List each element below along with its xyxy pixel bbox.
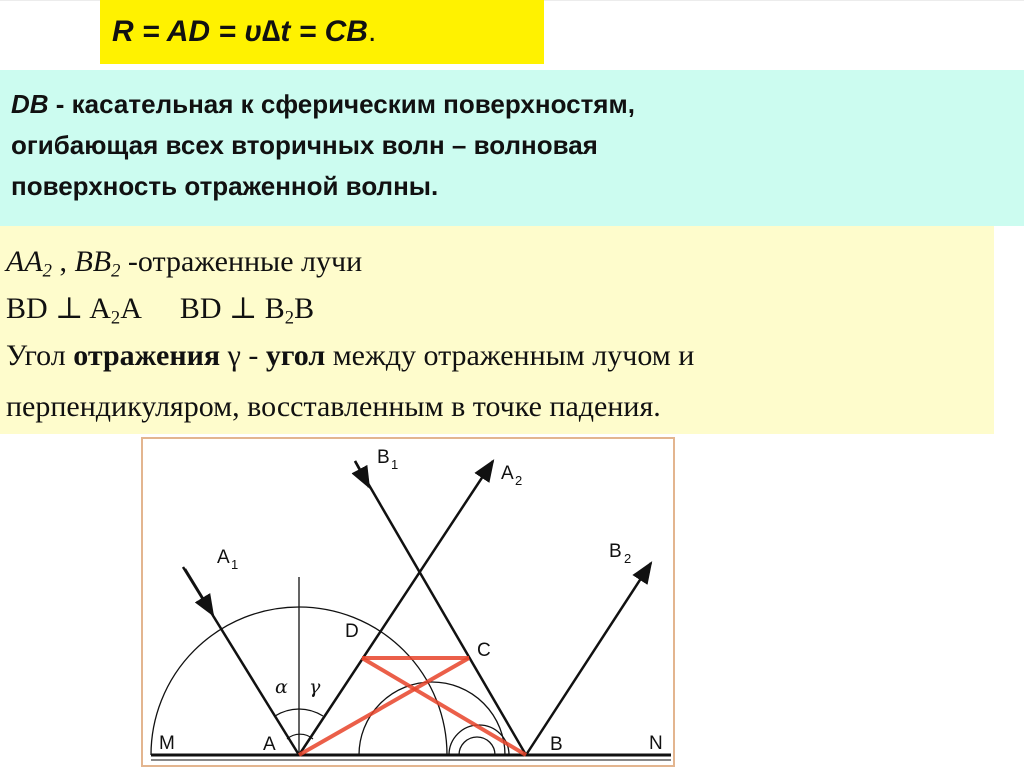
label-gamma: γ <box>309 676 321 698</box>
label-B: B <box>550 734 563 755</box>
angle-word-rest: между отраженным лучом и <box>325 339 695 372</box>
svg-text:B: B <box>609 541 622 562</box>
ray-A-A2 <box>299 461 493 755</box>
label-alpha: α <box>275 676 288 698</box>
svg-text:2: 2 <box>515 473 523 488</box>
formula-velocity: υ <box>244 15 263 48</box>
ray-AA2-main: AA <box>6 245 43 278</box>
definition-line-1 <box>11 84 1024 125</box>
formula-R: R <box>112 15 134 48</box>
label-C: C <box>477 640 491 661</box>
definition-line-1-text: - касательная к сферическим поверхностям, <box>48 89 635 119</box>
formula-dot: . <box>367 15 377 48</box>
formula-CB: CB <box>324 15 368 48</box>
label-A2 <box>501 463 522 488</box>
ray-AA2-sub: 2 <box>42 260 52 282</box>
definition-term: DB <box>11 89 49 119</box>
wavefront-medium-semicircle <box>359 682 505 755</box>
formula-AD: AD <box>166 15 211 48</box>
angle-word-1: Угол <box>6 339 74 372</box>
ray-A1-arrow <box>185 569 213 615</box>
svg-text:A: A <box>217 547 230 568</box>
angle-word-reflection: отражения <box>73 339 221 372</box>
definition-line-2: огибающая всех вторичных волн – волновая <box>11 130 598 160</box>
reflection-diagram <box>141 437 675 767</box>
ray-AA2 <box>6 245 52 282</box>
definition-block <box>0 70 1024 226</box>
svg-text:B: B <box>377 447 390 468</box>
perp-BD-A2A <box>6 292 142 329</box>
label-M: M <box>159 733 175 754</box>
label-N: N <box>649 733 663 754</box>
definition-line-3: поверхность отраженной волны. <box>11 171 439 201</box>
label-A1 <box>217 547 238 572</box>
reflection-diagram-svg <box>143 439 673 765</box>
rays-description: -отраженные лучи <box>120 245 363 278</box>
label-A: A <box>263 734 276 755</box>
svg-text:2: 2 <box>624 551 632 566</box>
wavefront-tiny-semicircle <box>459 737 495 755</box>
perp-1-sub: 2 <box>110 307 121 329</box>
ray-BB2-main: BB <box>74 245 112 278</box>
ray-B-B2 <box>526 563 651 755</box>
formula-eq-3: = <box>290 15 325 48</box>
reflected-rays-line <box>6 238 994 285</box>
perp-1-part-b: A <box>120 292 142 325</box>
angle-definition-line-2: перпендикуляром, восставленным в точке падения. <box>6 390 661 423</box>
angle-arc-gamma <box>299 709 323 716</box>
label-B2 <box>609 541 631 566</box>
reflected-rays-block <box>0 226 994 434</box>
perp-BD-B2B <box>179 292 315 329</box>
angle-definition-line-1 <box>6 332 994 379</box>
label-D: D <box>345 621 359 642</box>
perp-1-part-a: BD ⊥ A <box>6 292 111 325</box>
angle-word-angle: угол <box>265 339 326 372</box>
perp-2-part-b: B <box>294 292 315 325</box>
svg-text:1: 1 <box>391 457 399 472</box>
ray-BB2-sub: 2 <box>111 260 121 282</box>
formula-banner <box>100 0 544 64</box>
ray-B1-arrow <box>355 461 369 487</box>
label-B1 <box>377 447 398 472</box>
perpendicular-line <box>6 285 994 332</box>
svg-text:1: 1 <box>231 557 239 572</box>
formula-eq-1: = <box>133 15 167 48</box>
ray-BB2 <box>74 245 121 282</box>
perp-2-part-a: BD ⊥ B <box>179 292 285 325</box>
svg-text:A: A <box>501 463 514 484</box>
formula-time: t <box>280 15 291 48</box>
angle-arc-alpha <box>275 709 299 716</box>
formula-delta: ∆ <box>262 15 281 48</box>
angle-gamma: γ - <box>220 339 266 372</box>
ray-separator: , <box>51 245 75 278</box>
formula-eq-2: = <box>210 15 245 48</box>
perp-2-sub: 2 <box>284 307 295 329</box>
